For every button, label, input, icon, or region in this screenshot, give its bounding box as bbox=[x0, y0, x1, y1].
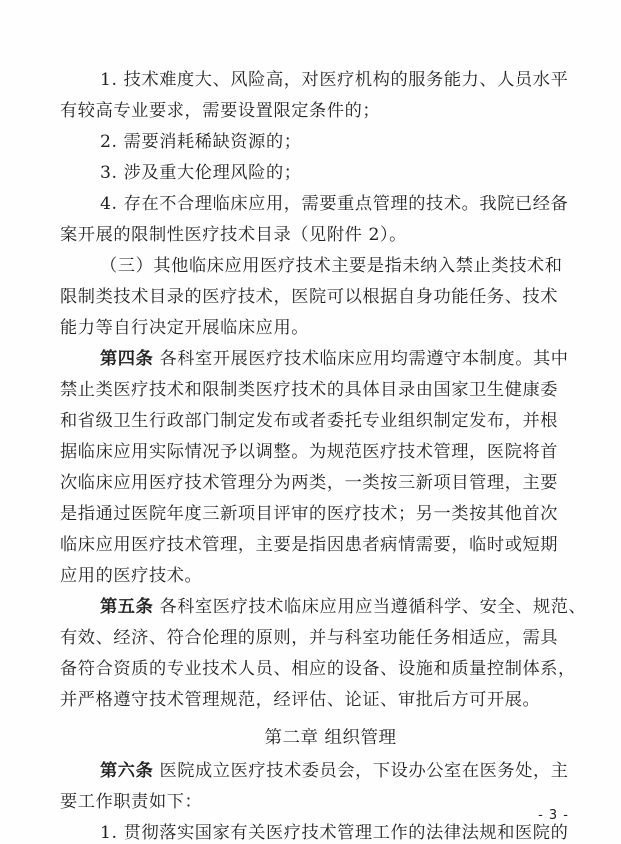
text-line: 次临床应用医疗技术管理分为两类，一类按三新项目管理，主要 bbox=[60, 473, 559, 493]
text-line: 并严格遵守技术管理规范，经评估、论证、审批后方可开展。 bbox=[60, 690, 541, 710]
text-line: 有效、经济、符合伦理的原则，并与科室功能任务相适应，需具 bbox=[60, 628, 559, 648]
text-line: 应用的医疗技术。 bbox=[60, 566, 203, 586]
text-line: 案开展的限制性医疗技术目录（见附件 2）。 bbox=[60, 225, 407, 245]
text-line: 禁止类医疗技术和限制类医疗技术的具体目录由国家卫生健康委 bbox=[60, 380, 559, 400]
text-line: 4. 存在不合理临床应用，需要重点管理的技术。我院已经备 bbox=[100, 194, 569, 214]
text-line: 有较高专业要求，需要设置限定条件的； bbox=[60, 101, 381, 121]
text-line: 2. 需要消耗稀缺资源的； bbox=[100, 132, 302, 152]
text-line: 1. 贯彻落实国家有关医疗技术管理工作的法律法规和医院的 bbox=[100, 823, 569, 843]
text-line: 备符合资质的专业技术人员、相应的设备、设施和质量控制体系， bbox=[60, 659, 576, 679]
text-line: （三）其他临床应用医疗技术主要是指未纳入禁止类技术和 bbox=[100, 256, 563, 276]
text-line: 1. 技术难度大、风险高，对医疗机构的服务能力、人员水平 bbox=[100, 70, 569, 90]
chapter-heading: 第二章 组织管理 bbox=[264, 728, 397, 748]
text-line: 要工作职责如下： bbox=[60, 792, 203, 812]
article-5-line bbox=[100, 597, 586, 617]
article-4-line bbox=[100, 349, 569, 369]
page-number: - 3 - bbox=[538, 808, 569, 823]
text-line: 3. 涉及重大伦理风险的； bbox=[100, 163, 302, 183]
article-6-line bbox=[100, 761, 569, 781]
article-6-label: 第六条 bbox=[100, 761, 154, 781]
text-line: 据临床应用实际情况予以调整。为规范医疗技术管理，医院将首 bbox=[60, 442, 559, 462]
article-4-text: 各科室开展医疗技术临床应用均需遵守本制度。其中 bbox=[153, 349, 569, 369]
text-line: 能力等自行决定开展临床应用。 bbox=[60, 318, 310, 338]
article-4-label: 第四条 bbox=[100, 349, 154, 369]
text-line: 限制类技术目录的医疗技术，医院可以根据自身功能任务、技术 bbox=[60, 287, 559, 307]
article-5-text: 各科室医疗技术临床应用应当遵循科学、安全、规范、 bbox=[153, 597, 587, 617]
text-line: 临床应用医疗技术管理，主要是指因患者病情需要，临时或短期 bbox=[60, 535, 559, 555]
text-line: 和省级卫生行政部门制定发布或者委托专业组织制定发布，并根 bbox=[60, 411, 559, 431]
article-5-label: 第五条 bbox=[100, 597, 154, 617]
text-line: 是指通过医院年度三新项目评审的医疗技术；另一类按其他首次 bbox=[60, 504, 559, 524]
article-6-text: 医院成立医疗技术委员会，下设办公室在医务处，主 bbox=[153, 761, 569, 781]
